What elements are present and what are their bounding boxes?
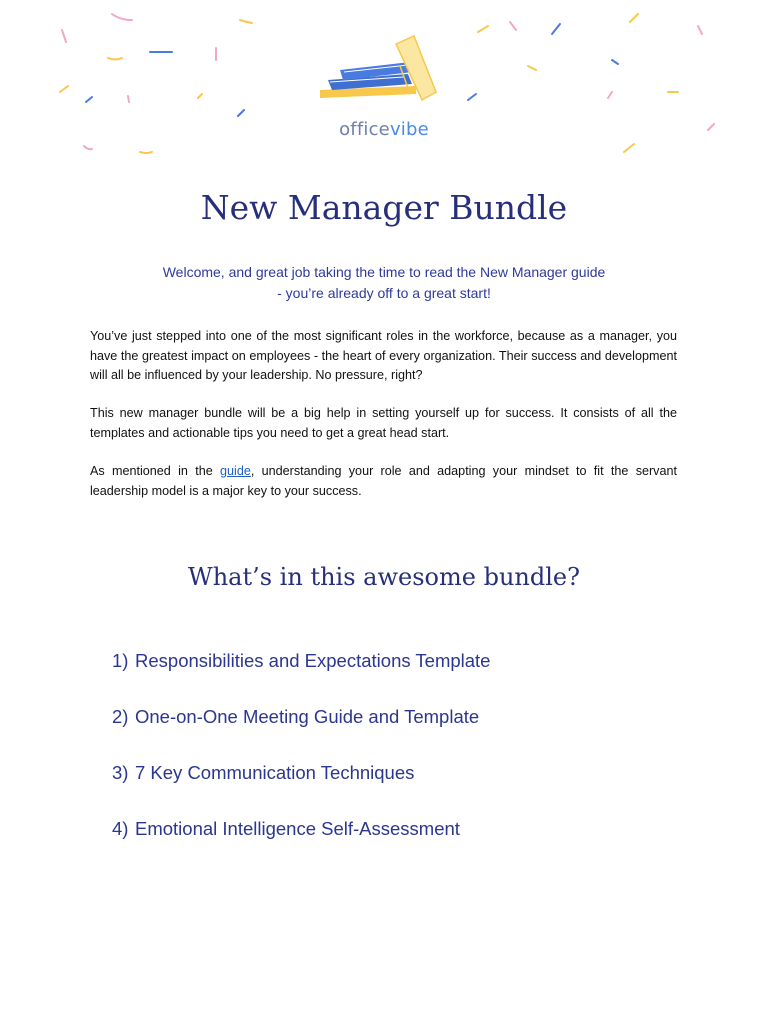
intro-text (110, 262, 658, 304)
list-item (112, 706, 712, 762)
intro-line-1: Welcome, and great job taking the time to read the New Manager guide (162, 264, 606, 280)
list-item-label: One-on-One Meeting Guide and Template (135, 706, 480, 727)
bundle-list (112, 650, 712, 874)
paragraph-guide-before: As mentioned in the (90, 464, 221, 478)
guide-link[interactable]: guide (220, 464, 251, 478)
paragraph-role: You’ve just stepped into one of the most significant roles in the workforce, because as a manager, you have the greatest impact on employees - the heart of every organization. Their success and development will all be influenced by your leadership. No pressure, right? (90, 329, 677, 382)
list-item (112, 818, 712, 874)
list-item-number: 3) (112, 762, 129, 783)
list-item (112, 650, 712, 706)
list-item-label: Emotional Intelligence Self-Assessment (135, 818, 460, 839)
bundle-heading: What’s in this awesome bundle? (188, 563, 580, 591)
brand-text-vibe: vibe (389, 119, 429, 140)
list-item-label: Responsibilities and Expectations Template (135, 650, 491, 671)
books-logo-icon (310, 30, 450, 110)
intro-line-2: - you’re already off to a great start! (277, 285, 491, 301)
list-item-label: 7 Key Communication Techniques (135, 762, 415, 783)
brand-logo-text (0, 119, 768, 140)
paragraph-bundle: This new manager bundle will be a big help in setting yourself up for success. It consists of all the templates and actionable tips you need to get a great head start. (90, 406, 677, 440)
paragraph-guide (90, 462, 677, 501)
list-item (112, 762, 712, 818)
brand-text-office: office (339, 119, 390, 140)
list-item-number: 2) (112, 706, 129, 727)
page-title: New Manager Bundle (200, 188, 568, 227)
paragraph-guide-after: , understanding your role and adapting your mindset to fit the servant leadership model is a major key to your success. (90, 464, 677, 498)
list-item-number: 4) (112, 818, 129, 839)
list-item-number: 1) (112, 650, 129, 671)
